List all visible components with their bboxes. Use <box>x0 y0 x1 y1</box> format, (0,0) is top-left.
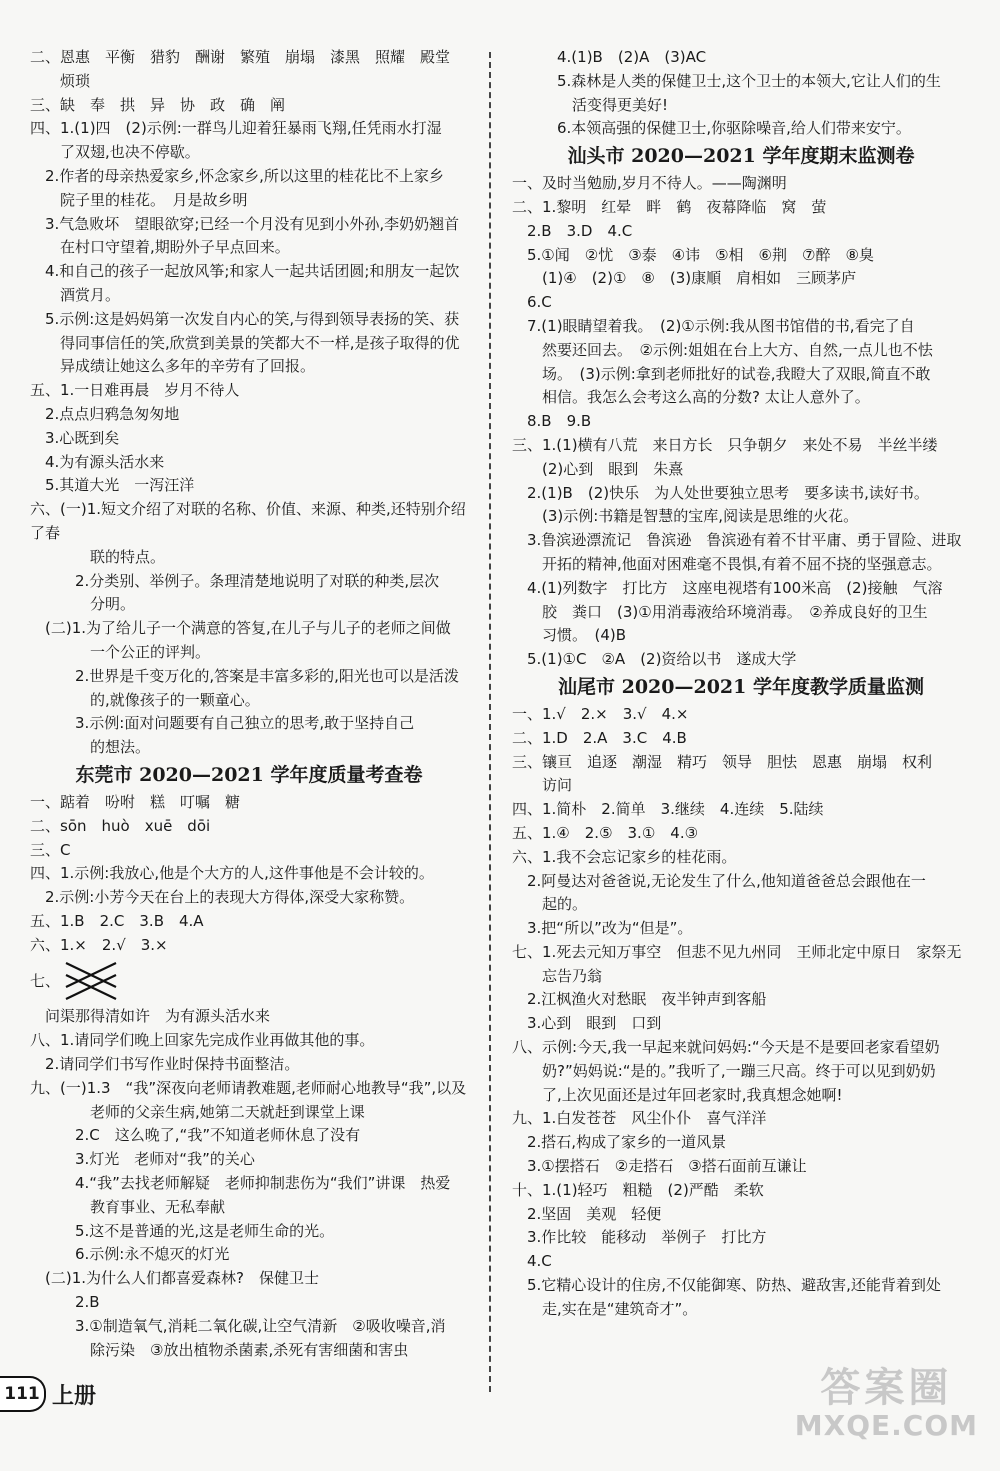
answer-line: 活变得更美好! <box>512 95 669 114</box>
answer-line: 2.江枫渔火对愁眠 夜半钟声到客船 <box>512 990 767 1009</box>
answer-line: 5.(1)①C ②A (2)资给以书 遂成大学 <box>512 650 797 669</box>
watermark-logo: 答案圈 <box>820 1365 953 1411</box>
answer-line: 三、C <box>30 840 71 859</box>
left-column <box>30 46 468 1362</box>
shantou-answers <box>512 172 970 672</box>
answer-line: 的想法。 <box>30 738 151 757</box>
answer-line: 6.C <box>512 293 552 312</box>
answer-line: 2.示例:小芳今天在台上的表现大方得体,深受大家称赞。 <box>30 888 415 907</box>
column-divider <box>489 52 491 1392</box>
answer-line: 异成绩让她这么多年的辛劳有了回报。 <box>30 357 316 376</box>
answer-line: 四、1.(1)四 (2)示例:一群鸟儿迎着狂暴雨飞翔,任凭雨水打湿 <box>30 119 442 138</box>
left-top-answers <box>30 46 468 760</box>
answer-line: 2.C 这么晚了,“我”不知道老师休息了没有 <box>30 1126 361 1145</box>
volume-label: 上册 <box>52 1382 97 1409</box>
answer-line: 5.这不是普通的光,这是老师生命的光。 <box>30 1221 335 1240</box>
answer-line: 三、缺 奉 拱 异 协 政 确 阐 <box>30 95 286 114</box>
answer-line: 院子里的桂花。 月是故乡明 <box>30 190 248 209</box>
answer-line: 胶 粪口 (3)①用消毒液给环境消毒。 ②养成良好的卫生 <box>512 602 928 621</box>
answer-line: 4.和自己的孩子一起放风筝;和家人一起共话团圆;和朋友一起饮 <box>30 262 460 281</box>
answer-line: 一、1.√ 2.× 3.√ 4.× <box>512 704 689 723</box>
answer-line: 七、1.死去元知万事空 但悲不见九州同 王师北定中原日 家祭无 <box>512 942 962 961</box>
answer-line: 一、及时当勉励,岁月不待人。——陶渊明 <box>512 174 787 193</box>
answer-line: 十、1.(1)轻巧 粗糙 (2)严酷 柔软 <box>512 1180 764 1199</box>
matching-label: 七、 <box>30 971 61 990</box>
answer-line: 2.B <box>30 1293 100 1312</box>
answer-line: 老师的父亲生病,她第二天就赶到课堂上课 <box>30 1102 365 1121</box>
answer-line: 2.分类别、举例子。条理清楚地说明了对联的种类,层次 <box>30 571 440 590</box>
answer-line: 2.阿曼达对爸爸说,无论发生了什么,他知道爸爸总会跟他在一 <box>512 871 926 890</box>
answer-line: 4.(1)列数字 打比方 这座电视塔有100米高 (2)接触 气溶 <box>512 578 943 597</box>
answer-line: 2.世界是千变万化的,答案是丰富多彩的,阳光也可以是活泼 <box>30 666 459 685</box>
answer-line: 5.其道大光 一泻汪洋 <box>30 476 195 495</box>
answer-line: 2.点点归鸦急匆匆地 <box>30 404 180 423</box>
matching-lines-figure <box>62 957 120 1005</box>
answer-line: 2.请同学们书写作业时保持书面整洁。 <box>30 1055 300 1074</box>
answer-line: 6.示例:永不熄灭的灯光 <box>30 1245 230 1264</box>
answer-line: 了,上次见面还是过年回老家时,我真想念她啊! <box>512 1085 843 1104</box>
watermark-url: MXQE.COM <box>794 1409 978 1442</box>
answer-line: 3.气急败坏 望眼欲穿;已经一个月没有见到小外孙,李奶奶翘首 <box>30 214 460 233</box>
answer-line: 二、恩惠 平衡 猎豹 酬谢 繁殖 崩塌 漆黑 照耀 殿堂 <box>30 48 451 66</box>
answer-line: 5.示例:这是妈妈第一次发自内心的笑,与得到领导表扬的笑、获 <box>30 309 460 328</box>
matching-question <box>30 957 468 1005</box>
answer-line: 九、(一)1.3 “我”深夜向老师请教难题,老师耐心地教导“我”,以及 <box>30 1078 467 1097</box>
answer-line: 六、(一)1.短文介绍了对联的名称、价值、来源、种类,还特别介绍了春 <box>30 500 466 542</box>
answer-line: 得同事信任的笑,欣赏到美景的笑都大不一样,是孩子取得的优 <box>30 333 460 352</box>
shantou-exam-title: 汕头市 2020—2021 学年度期末监测卷 <box>567 145 915 168</box>
right-top-answers <box>512 46 970 141</box>
answer-line: 在村口守望着,期盼外子早点回来。 <box>30 238 290 257</box>
answer-line: 分明。 <box>30 595 136 614</box>
dongguan-exam-title: 东莞市 2020—2021 学年度质量考查卷 <box>75 763 423 786</box>
answer-line: 八、1.请同学们晚上回家先完成作业再做其他的事。 <box>30 1031 375 1050</box>
answer-line: 走,实在是“建筑奇才”。 <box>512 1299 698 1318</box>
answer-line: 相信。我怎么会考这么高的分数? 太让人意外了。 <box>512 388 870 407</box>
answer-line: 奶?”妈妈说:“是的。”我听了,一蹦三尺高。终于可以见到奶奶 <box>512 1061 936 1080</box>
answer-line: 3.心到 眼到 口到 <box>512 1014 662 1033</box>
answer-line: 教育事业、无私奉献 <box>30 1197 226 1216</box>
answer-line: 八、示例:今天,我一早起来就问妈妈:“今天是不是要回老家看望奶 <box>512 1038 940 1057</box>
answer-line: (二)1.为什么人们都喜爱森林? 保健卫士 <box>30 1269 319 1288</box>
answer-line: 四、1.简朴 2.简单 3.继续 4.连续 5.陆续 <box>512 800 824 819</box>
answer-line: 联的特点。 <box>30 547 166 566</box>
answer-line: 2.B 3.D 4.C <box>512 221 633 240</box>
answer-line: 二、sōn huò xuē dōi <box>30 816 211 835</box>
answer-line: 六、1.× 2.√ 3.× <box>30 935 168 954</box>
answer-line: 六、1.我不会忘记家乡的桂花雨。 <box>512 847 737 866</box>
answer-line: 五、1.一日难再晨 岁月不待人 <box>30 381 240 400</box>
answer-line: 3.①制造氧气,消耗二氧化碳,让空气清新 ②吸收噪音,消 <box>30 1316 446 1335</box>
answer-line: 习惯。 (4)B <box>512 626 627 645</box>
answer-line: 起的。 <box>512 895 588 914</box>
dongguan-answers <box>30 791 468 958</box>
answer-line: (1)④ (2)① ⑧ (3)康順 肩相如 三顾茅庐 <box>512 269 857 288</box>
page-number: 111 <box>0 1376 46 1412</box>
answer-line: 7.(1)眼睛望着我。 (2)①示例:我从图书馆借的书,看完了自 <box>512 316 915 335</box>
answer-line: 三、镶亘 追逐 潮湿 精巧 领导 胆怯 恩惠 崩塌 权利 <box>512 752 933 771</box>
answer-line: 2.作者的母亲热爱家乡,怀念家乡,所以这里的桂花比不上家乡 <box>30 166 444 185</box>
answer-line: (二)1.为了给儿子一个满意的答复,在儿子与儿子的老师之间做 <box>30 619 451 638</box>
answer-line: 四、1.示例:我放心,他是个大方的人,这件事他是不会计较的。 <box>30 864 434 883</box>
answer-line: 场。 (3)示例:拿到老师批好的试卷,我瞪大了双眼,简直不敢 <box>512 364 931 383</box>
answer-line: 一、踮着 吩咐 糕 叮嘱 糖 <box>30 792 241 811</box>
answer-line: 3.示例:面对问题要有自己独立的思考,敢于坚持自己 <box>30 714 415 733</box>
answer-line: 忘告乃翁 <box>512 966 603 985</box>
answer-line: 2.(1)B (2)快乐 为人处世要独立思考 要多读书,读好书。 <box>512 483 929 502</box>
answer-line: 2.搭石,构成了家乡的一道风景 <box>512 1133 727 1152</box>
answer-line: 4.“我”去找老师解疑 老师抑制悲伤为“我们”讲课 热爱 <box>30 1174 451 1193</box>
answer-line: 5.森林是人类的保健卫士,这个卫士的本领大,它让人们的生 <box>512 71 941 90</box>
answer-line: 3.作比较 能移动 举例子 打比方 <box>512 1228 767 1247</box>
dongguan-answers-continued <box>30 1005 468 1362</box>
answer-line: 了双翅,也决不停歇。 <box>30 143 200 162</box>
watermark <box>795 1366 978 1442</box>
answer-line: 九、1.白发苍苍 风尘仆仆 喜气洋洋 <box>512 1109 767 1128</box>
right-column <box>512 46 970 1322</box>
answer-line: 三、1.(1)横有八荒 来日方长 只争朝夕 来处不易 半丝半缕 <box>512 435 938 454</box>
answer-line: 问渠那得清如许 为有源头活水来 <box>30 1007 271 1026</box>
answer-line: 一个公正的评判。 <box>30 642 211 661</box>
answer-line: 酒赏月。 <box>30 285 121 304</box>
answer-line: 3.心既到矣 <box>30 428 120 447</box>
answer-line: 5.它精心设计的住房,不仅能御寒、防热、避敌害,还能背着到处 <box>512 1276 941 1295</box>
answer-line: 4.C <box>512 1252 552 1271</box>
answer-line: 五、1.B 2.C 3.B 4.A <box>30 911 204 930</box>
answer-line: 除污染 ③放出植物杀菌素,杀死有害细菌和害虫 <box>30 1340 409 1359</box>
answer-line: 3.把“所以”改为“但是”。 <box>512 919 693 938</box>
answer-line: 3.①摆搭石 ②走搭石 ③搭石面前互谦让 <box>512 1157 807 1176</box>
answer-line: 4.为有源头活水来 <box>30 452 165 471</box>
shanwei-answers <box>512 703 970 1322</box>
answer-line: 8.B 9.B <box>512 412 592 431</box>
answer-line: 然要还回去。 ②示例:姐姐在台上大方、自然,一点儿也不怯 <box>512 340 933 359</box>
answer-line: 访问 <box>512 776 573 795</box>
answer-line: 的,就像孩子的一颗童心。 <box>30 690 260 709</box>
answer-line: 二、1.D 2.A 3.C 4.B <box>512 728 687 747</box>
answer-line: 五、1.④ 2.⑤ 3.① 4.③ <box>512 823 699 842</box>
answer-line: 3.灯光 老师对“我”的关心 <box>30 1150 255 1169</box>
answer-line: (2)心到 眼到 朱熹 <box>512 459 684 478</box>
answer-line: 二、1.黎明 红晕 畔 鹤 夜幕降临 窝 萤 <box>512 197 827 216</box>
answer-line: 5.①闻 ②忧 ③泰 ④讳 ⑤相 ⑥荆 ⑦醉 ⑧臭 <box>512 245 874 264</box>
shanwei-exam-title: 汕尾市 2020—2021 学年度教学质量监测 <box>558 675 924 698</box>
answer-line: 3.鲁滨逊漂流记 鲁滨逊 鲁滨逊有着不甘平庸、勇于冒险、进取 <box>512 531 962 550</box>
answer-line: 6.本领高强的保健卫士,你驱除噪音,给人们带来安宁。 <box>512 119 911 138</box>
answer-line: 2.坚固 美观 轻便 <box>512 1204 662 1223</box>
answer-line: 4.(1)B (2)A (3)AC <box>512 48 707 66</box>
answer-line: (3)示例:书籍是智慧的宝库,阅读是思维的火花。 <box>512 507 859 526</box>
answer-line: 开拓的精神,他面对困难毫不畏惧,有着不屈不挠的坚强意志。 <box>512 554 942 573</box>
answer-line: 烦琐 <box>30 71 91 90</box>
page-footer <box>0 1374 96 1414</box>
